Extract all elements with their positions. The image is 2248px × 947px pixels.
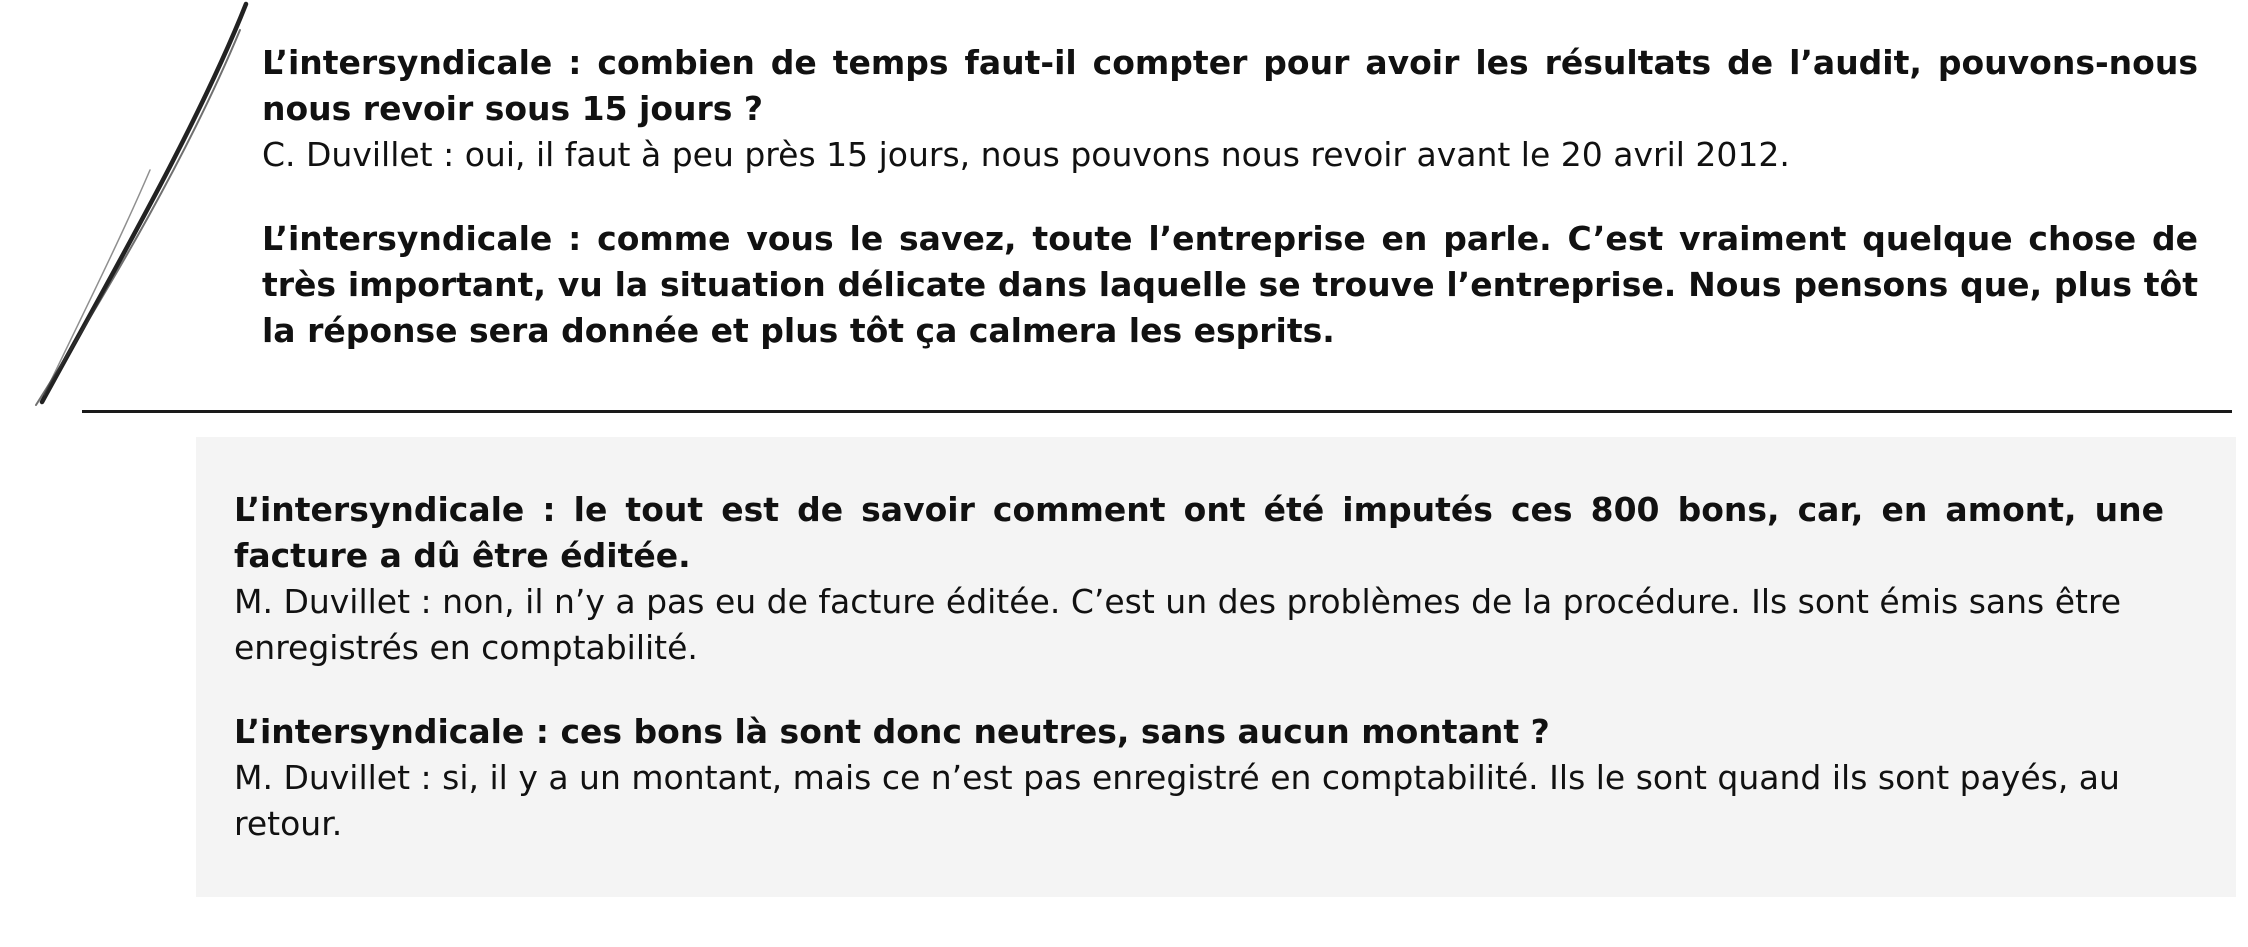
union-question: L’intersyndicale : comme vous le savez, toute l’entreprise en parle. C’est vraiment quelque chose de très important, vu la situation délicate dans laquelle se trouve l’entreprise. Nous pensons que, plus tôt la réponse sera donnée et plus tôt ça calmera les esprits. — [262, 219, 2198, 350]
union-question: L’intersyndicale : ces bons là sont donc neutres, sans aucun montant ? — [234, 712, 1550, 751]
handwritten-slash-mark — [0, 0, 260, 410]
management-answer: M. Duvillet : non, il n’y a pas eu de facture éditée. C’est un des problèmes de la procédure. Ils sont émis sans être enregistrés en comptabilité. — [234, 582, 2122, 667]
union-question: L’intersyndicale : le tout est de savoir comment ont été imputés ces 800 bons, car, en amont, une facture a dû être éditée. — [234, 490, 2164, 575]
section-divider — [82, 410, 2232, 413]
management-answer: M. Duvillet : si, il y a un montant, mais ce n’est pas enregistré en comptabilité. Ils le sont quand ils sont payés, au retour. — [234, 758, 2120, 843]
exchange-item — [234, 487, 2164, 671]
exchange-item — [262, 216, 2198, 354]
exchange-item — [262, 40, 2198, 178]
union-question: L’intersyndicale : combien de temps faut-il compter pour avoir les résultats de l’audit, pouvons-nous nous revoir sous 15 jours ? — [262, 43, 2198, 128]
top-transcript-section — [262, 40, 2198, 392]
management-answer: C. Duvillet : oui, il faut à peu près 15 jours, nous pouvons nous revoir avant le 20 avril 2012. — [262, 135, 1790, 174]
exchange-item — [234, 709, 2164, 847]
bottom-transcript-section — [196, 437, 2236, 897]
